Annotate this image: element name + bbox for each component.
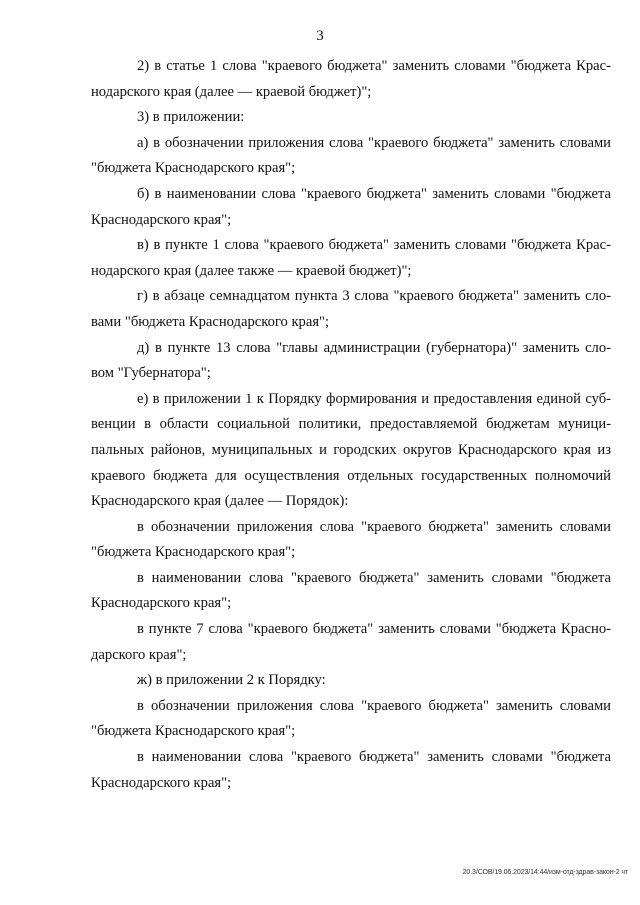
paragraph bbox=[91, 233, 611, 284]
text-line: вами "бюджета Краснодарского края"; bbox=[91, 313, 330, 330]
text-line: дарского края"; bbox=[91, 646, 187, 663]
text-line: в наименовании слова "краевого бюджета" заменить словами "бюджета bbox=[137, 569, 611, 586]
document-body bbox=[91, 54, 611, 796]
footer-stamp: 20.3/СОВ/19.06.2023/14:44/изм-отд-здрав-закон-2 чт bbox=[462, 869, 628, 876]
text-line: венции в области социальной политики, предоставляемой бюджетам муници- bbox=[91, 416, 611, 433]
text-line: пальных районов, муниципальных и городских округов Краснодарского края из bbox=[91, 441, 611, 458]
text-line: нодарского края (далее также — краевой бюджет)"; bbox=[91, 262, 412, 279]
paragraph bbox=[91, 617, 611, 668]
paragraph bbox=[91, 668, 611, 694]
text-line: "бюджета Краснодарского края"; bbox=[91, 160, 296, 177]
text-line: нодарского края (далее — краевой бюджет)"; bbox=[91, 83, 372, 100]
paragraph bbox=[91, 694, 611, 745]
text-line: ж) в приложении 2 к Порядку: bbox=[137, 672, 326, 689]
text-line: в наименовании слова "краевого бюджета" заменить словами "бюджета bbox=[137, 749, 611, 766]
paragraph bbox=[91, 566, 611, 617]
text-line: в пункте 7 слова "краевого бюджета" заменить словами "бюджета Красно- bbox=[137, 621, 611, 638]
text-line: "бюджета Краснодарского края"; bbox=[91, 544, 296, 561]
text-line: б) в наименовании слова "краевого бюджета" заменить словами "бюджета bbox=[137, 185, 611, 202]
text-line: в) в пункте 1 слова "краевого бюджета" заменить словами "бюджета Крас- bbox=[137, 237, 611, 254]
text-line: Краснодарского края"; bbox=[91, 595, 232, 612]
text-line: Краснодарского края"; bbox=[91, 211, 232, 228]
text-line: 3) в приложении: bbox=[137, 109, 245, 126]
text-line: "бюджета Краснодарского края"; bbox=[91, 723, 296, 740]
page-number: 3 bbox=[316, 28, 324, 44]
text-line: а) в обозначении приложения слова "краевого бюджета" заменить словами bbox=[137, 134, 611, 151]
paragraph bbox=[91, 54, 611, 105]
text-line: Краснодарского края"; bbox=[91, 774, 232, 791]
text-line: в обозначении приложения слова "краевого бюджета" заменить словами bbox=[137, 518, 611, 535]
text-line: 2) в статье 1 слова "краевого бюджета" заменить словами "бюджета Крас- bbox=[137, 58, 611, 74]
text-line: г) в абзаце семнадцатом пункта 3 слова "краевого бюджета" заменить сло- bbox=[137, 288, 611, 305]
text-line: д) в пункте 13 слова "главы администрации (губернатора)" заменить сло- bbox=[137, 339, 611, 356]
paragraph bbox=[91, 745, 611, 796]
paragraph bbox=[91, 131, 611, 182]
text-line: вом "Губернатора"; bbox=[91, 365, 211, 382]
text-line: Краснодарского края (далее — Порядок): bbox=[91, 493, 349, 510]
paragraph bbox=[91, 336, 611, 387]
text-line: краевого бюджета для осуществления отдельных государственных полномочий bbox=[91, 467, 611, 484]
paragraph bbox=[91, 515, 611, 566]
paragraph bbox=[91, 182, 611, 233]
paragraph bbox=[91, 105, 611, 131]
text-line: в обозначении приложения слова "краевого бюджета" заменить словами bbox=[137, 697, 611, 714]
text-line: е) в приложении 1 к Порядку формирования и предоставления единой суб- bbox=[137, 390, 611, 407]
paragraph bbox=[91, 387, 611, 515]
paragraph bbox=[91, 284, 611, 335]
